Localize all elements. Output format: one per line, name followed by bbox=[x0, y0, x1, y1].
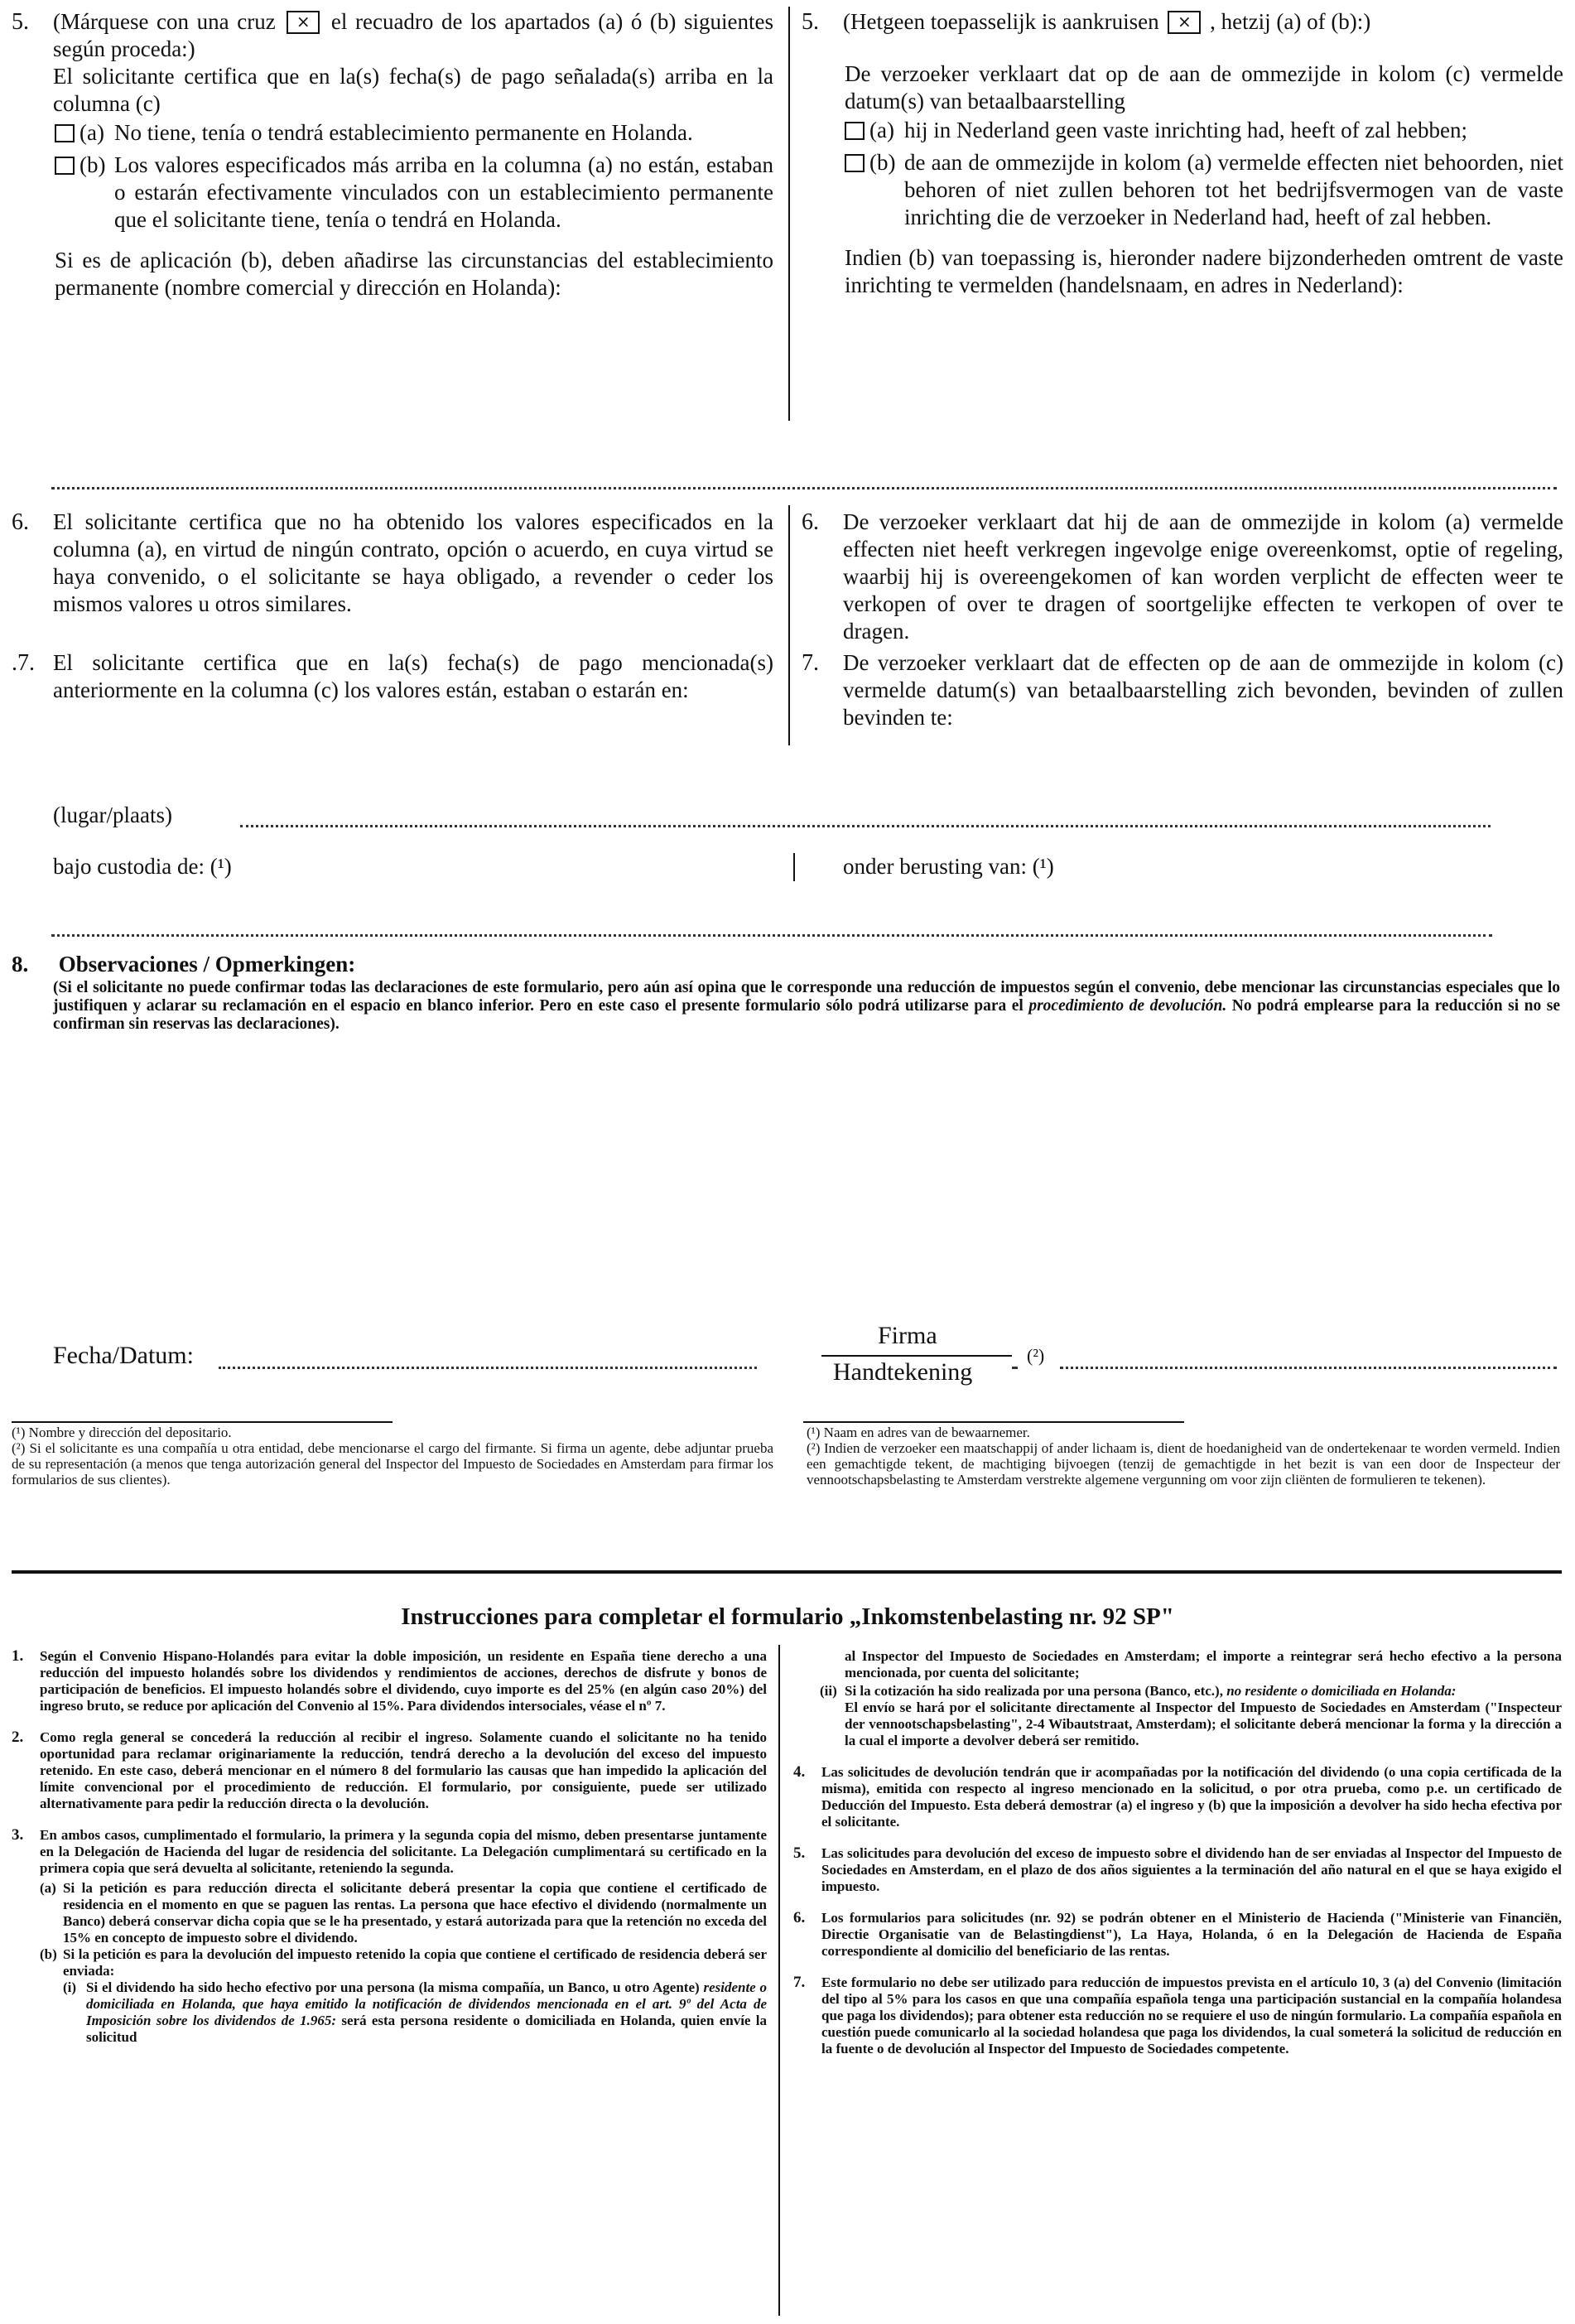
section-number: 6. bbox=[12, 509, 29, 535]
signature-rule bbox=[821, 1355, 1012, 1357]
footnote-1: (¹) Naam en adres van de bewaarnemer. bbox=[807, 1425, 1030, 1440]
section-7-text: El solicitante certifica que en la(s) fecha(s) de pago mencionada(s) anteriormente en la columna (c) los valores están, estaban o estarán en: bbox=[53, 650, 773, 702]
place-field[interactable] bbox=[240, 825, 1491, 827]
section-7-nl bbox=[802, 649, 1563, 731]
instruction-5: 5. Las solicitudes para devolución del exceso de impuesto sobre el dividendo han de ser enviadas al Inspector del Impuesto de Sociedades en Amsterdam, en el plazo de dos años siguientes a la terminación del año natural en el que se haya exigido el impuesto. bbox=[793, 1844, 1562, 1894]
footnote-rule bbox=[803, 1421, 1184, 1423]
section-5-nl: 5. (Hetgeen toepasselijk is aankruisen × , hetzij (a) of (b):) De verzoeker verklaart dat op de aan de ommezijde in kolom (c) vermelde datum(s) van betaalbaarstelling (a) hij in Nederland geen vaste inrichting had, heeft of zal hebben; (b) de aan de ommezijde in kolom (a) vermelde effecten niet behoorden, niet behoren of niet zullen behoren tot het bedrijfsvermogen van de vaste inrichting die de verzoeker in Nederland had, heeft of zal hebben. Indien (b) van toepassing is, hieronder nadere bijzonderheden omtrent de vaste inrichting te vermelden (handelsnaam, en adres in Nederland): bbox=[802, 9, 1563, 297]
option-a-checkbox[interactable] bbox=[845, 122, 865, 140]
signature-field[interactable] bbox=[1060, 1367, 1557, 1369]
footnotes-es bbox=[12, 1425, 773, 1487]
section-6-nl bbox=[802, 509, 1563, 645]
section-number: 7. bbox=[802, 650, 819, 676]
observations-title: Observaciones / Opmerkingen: bbox=[58, 952, 356, 976]
option-a-checkbox[interactable] bbox=[55, 124, 75, 142]
crossed-box-sample: × bbox=[287, 11, 320, 34]
certification-text: El solicitante certifica que en la(s) fecha(s) de pago señalada(s) arriba en la columna (c) bbox=[53, 64, 773, 116]
option-a-text: No tiene, tenía o tendrá establecimiento permanente en Holanda. bbox=[114, 120, 693, 145]
date-label: Fecha/Datum: bbox=[53, 1342, 194, 1369]
observations-area[interactable] bbox=[53, 1044, 1560, 1317]
establishment-note: Indien (b) van toepassing is, hieronder nadere bijzonderheden omtrent de vaste inrichting te vermelden (handelsnaam, en adres in Nederland): bbox=[845, 245, 1563, 297]
section-number: 5. bbox=[802, 9, 819, 35]
section-6-text: El solicitante certifica que no ha obtenido los valores especificados en la columna (a), en virtud de ningún contrato, opción o acuerdo, en cuya virtud se haya convenido, o el solicitante se haya obligado, a revender o ceder los mismos valores u otros similares. bbox=[53, 509, 773, 616]
instructions-title: Instrucciones para completar el formulario „Inkomstenbelasting nr. 92 SP" bbox=[401, 1603, 1174, 1630]
instruction-3: 3. En ambos casos, cumplimentado el formulario, la primera y la segunda copia del mismo, deben presentarse juntamente en la Delegación de Hacienda del lugar de residencia del solicitante. La Delegación cumplimentará su certificado en la primera copia que será devuelta al solicitante, reteniendo la segunda. bbox=[12, 1826, 767, 1876]
instruction-3b: (b) Si la petición es para la devolución del impuesto retenido la copia que contiene el certificado de residencia deberá ser enviada: bbox=[40, 1946, 767, 1979]
section-6-text: De verzoeker verklaart dat hij de aan de ommezijde in kolom (a) vermelde effecten niet heeft verkregen ingevolge enige overeenkomst, optie of regeling, waarbij hij is overeengekomen of kan worden verplicht de effecten weer te verkopen of over te dragen of soortgelijke effecten te verkopen of over te dragen. bbox=[843, 509, 1563, 644]
instruction-2: 2. Como regla general se concederá la reducción al recibir el ingreso. Solamente cuando el solicitante no ha tenido oportunidad para reclamar originariamente la reducción, tendrá derecho a la devolución del exceso del impuesto retenido. En este caso, deberá mencionar en el número 8 del formulario las causas que han impedido la aplicación del límite convencional por el procedimiento de reducción. El formulario, por consiguiente, puede ser utilizado alternativamente para pedir la reducción directa o la devolución. bbox=[12, 1729, 767, 1811]
crossed-box-sample: × bbox=[1168, 11, 1201, 34]
instruction-3b-i: (i) Si el dividendo ha sido hecho efectivo por una persona (la misma compañía, un Banco, u otro Agente) residente o domiciliada en Holanda, que haya emitido la notificación de dividendos mencionada en el art. 9º del Acta de Imposición sobre los dividendos de 1.965: será esta persona residente o domiciliada en Holanda, quien envíe la solicitud bbox=[63, 1979, 767, 2045]
custody-label-nl: onder berusting van: (¹) bbox=[843, 854, 1054, 879]
section-number: 8. bbox=[12, 952, 29, 976]
footnote-1: (¹) Nombre y dirección del depositario. bbox=[12, 1425, 232, 1440]
footnotes-nl bbox=[807, 1425, 1560, 1487]
option-a-text: hij in Nederland geen vaste inrichting had, heeft of zal hebben; bbox=[904, 118, 1467, 142]
instruction-3b-i-continued: al Inspector del Impuesto de Sociedades en Amsterdam; el importe a reintegrar será hecho efectivo a la persona mencionada, por cuenta del solicitante; bbox=[845, 1648, 1562, 1680]
signature-note-ref: (²) bbox=[1027, 1345, 1045, 1366]
observations-instructions: (Si el solicitante no puede confirmar todas las declaraciones de este formulario, pero aún así opina que le corresponde una reducción de impuestos según el convenio, debe mencionar las circunstancias especiales que lo justifiquen y aclarar su reclamación en el espacio en blanco inferior. Pero en este caso el presente formulario sólo podrá utilizarse para el procedimiento de devolución. No podrá emplearse para la reducción si no se confirman sin reservas las declaraciones). bbox=[53, 979, 1560, 1033]
custody-divider bbox=[793, 853, 795, 881]
option-b-checkbox[interactable] bbox=[55, 157, 75, 175]
footnote-rule bbox=[12, 1421, 393, 1423]
instruction-1: 1. Según el Convenio Hispano-Holandés para evitar la doble imposición, un residente en España tiene derecho a una reducción del impuesto holandés sobre los dividendos y rendimientos de acciones, derechos de disfrute y bonos de participación de beneficios. El impuesto holandés sobre el dividendo, cuyo importe es del 25% (en algún caso 20%) del ingreso bruto, se reduce por aplicación del Convenio al 15%. Para dividendos intersociales, véase el nº 7. bbox=[12, 1647, 767, 1714]
instructions-divider bbox=[778, 1645, 780, 2316]
section-8-heading bbox=[12, 951, 1552, 978]
footnote-2: (²) Indien de verzoeker een maatschappij of ander lichaam is, dient de hoedanigheid van de ondertekenaar te worden vermeld. Indien een gemachtigde tekent, de machtiging bijvoegen (tenzij de gemachtigde in het bezit is van een door de Inspecteur der vennootschapsbelasting te Amsterdam verstrekte algemene vergunning om voor zijn cliënten de formulieren te tekenen). bbox=[807, 1440, 1560, 1487]
footnote-2: (²) Si el solicitante es una compañía u otra entidad, debe mencionarse el cargo del firmante. Si firma un agente, debe adjuntar prueba de su representación (a menos que tenga autorización general del Inspector del Impuesto de Sociedades en Amsterdam para firmar los formularios de sus clientes). bbox=[12, 1440, 773, 1487]
section-5-es: 5. (Márquese con una cruz × el recuadro de los apartados (a) ó (b) siguientes según proceda:) El solicitante certifica que en la(s) fecha(s) de pago señalada(s) arriba en la columna (c) (a) No tiene, tenía o tendrá establecimiento permanente en Holanda. (b) Los valores especificados más arriba en la columna (a) no están, estaban o estarán efectivamente vinculados con un establecimiento permanente que el solicitante tiene, tenía o tendrá en Holanda. Si es de aplicación (b), deben añadirse las circunstancias del establecimiento permanente (nombre comercial y dirección en Holanda): bbox=[12, 9, 774, 300]
handtekening-label: Handtekening bbox=[833, 1358, 973, 1386]
section-number: .7. bbox=[12, 650, 35, 676]
firma-label: Firma bbox=[878, 1322, 937, 1349]
fill-line-establishment[interactable] bbox=[51, 487, 1557, 489]
custody-label-es: bajo custodia de: (¹) bbox=[53, 854, 232, 879]
signature-field[interactable] bbox=[1012, 1367, 1017, 1369]
instruction-6: 6. Los formularios para solicitudes (nr. 92) se podrán obtener en el Ministerio de Hacienda ("Ministerie van Financiën, Directie Organisatie van de Belastingdienst"), La Haya, Holanda, ó en la Delegación de Hacienda de España correspondiente al domicilio del beneficiario de las rentas. bbox=[793, 1909, 1562, 1959]
section-7-es bbox=[12, 649, 773, 704]
custody-field[interactable] bbox=[51, 934, 1492, 937]
instruction-4: 4. Las solicitudes de devolución tendrán que ir acompañadas por la notificación del dividendo (o una copia certificada de la misma), emitida con respecto al ingreso mencionado en la solicitud, o por otra prueba, como p.e. un certificado de Deducción del Impuesto. Esta deberá demostrar (a) el ingreso y (b) que la imposición a devolver ha sido hecha efectiva por el solicitante. bbox=[793, 1763, 1562, 1830]
date-field[interactable] bbox=[219, 1367, 757, 1369]
instructions-left bbox=[12, 1648, 767, 2046]
option-b-checkbox[interactable] bbox=[845, 154, 865, 172]
column-divider bbox=[788, 505, 790, 745]
place-label: (lugar/plaats) bbox=[53, 803, 172, 827]
instruction-7: 7. Este formulario no debe ser utilizado para reducción de impuestos prevista en el artículo 10, 3 (a) del Convenio (limitación del tipo al 5% para los casos en que una compañía española tenga una participación sustancial en la compañía holandesa que paga los dividendos); para obtener esta reducción no se requiere el uso de ningún formulario. La compañía española en cuestión puede comunicarlo al la sociedad holandesa que paga los dividendos, la cual someterá la solicitud de reducción en la fuente o de devolución al Inspector del Impuesto de Sociedades competente. bbox=[793, 1974, 1562, 2056]
section-6-es bbox=[12, 509, 773, 618]
instruction-3b-ii: (ii) Si la cotización ha sido realizada por una persona (Banco, etc.), no residente o domiciliada en Holanda: El envío se hará por el solicitante directamente al Inspector del Impuesto de Sociedades en Amsterdam ("Inspecteur der vennootschapsbelasting", 2-4 Wibautstraat, Amsterdam); el solicitante deberá mencionar la forma y la dirección a la cual el importe a devolver deberá ser remitido. bbox=[820, 1683, 1562, 1748]
column-divider bbox=[788, 7, 790, 421]
option-b-text: Los valores especificados más arriba en la columna (a) no están, estaban o estarán efectivamente vinculados con un establecimiento permanente que el solicitante tiene, tenía o tendrá en Holanda. bbox=[114, 152, 773, 232]
certification-text: De verzoeker verklaart dat op de aan de ommezijde in kolom (c) vermelde datum(s) van betaalbaarstelling bbox=[845, 61, 1563, 113]
section-7-text: De verzoeker verklaart dat de effecten op de aan de ommezijde in kolom (c) vermelde datum(s) van betaalbaarstelling zich bevonden, bevinden of zullen bevinden te: bbox=[843, 650, 1563, 730]
instruction-3a: (a) Si la petición es para reducción directa el solicitante deberá presentar la copia que contiene el certificado de residencia en el momento en que se paguen las rentas. La persona que hace efectivo el dividendo (normalmente un Banco) deberá conservar dicha copia que se le ha presentado, y estará autorizada para que la retención no exceda del 15% en concepto de impuesto sobre el dividendo. bbox=[40, 1880, 767, 1946]
page-divider bbox=[12, 1570, 1562, 1574]
option-b-text: de aan de ommezijde in kolom (a) vermelde effecten niet behoorden, niet behoren of niet zullen behoren tot het bedrijfsvermogen van de vaste inrichting die de verzoeker in Nederland had, heeft of zal hebben. bbox=[904, 150, 1563, 229]
instructions-right bbox=[793, 1648, 1562, 2072]
establishment-note: Si es de aplicación (b), deben añadirse las circunstancias del establecimiento permanente (nombre comercial y dirección en Holanda): bbox=[55, 248, 773, 300]
section-number: 6. bbox=[802, 509, 819, 535]
section-number: 5. bbox=[12, 9, 29, 35]
